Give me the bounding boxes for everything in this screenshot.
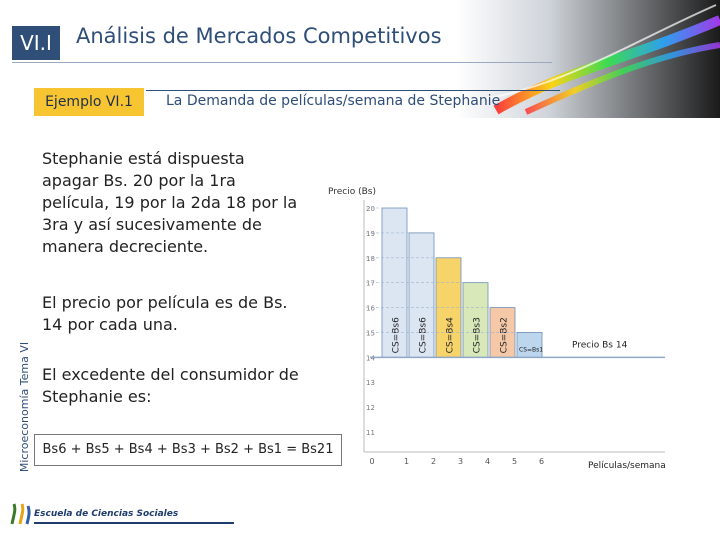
x-tick-label: 5 [511, 457, 518, 466]
y-axis-label: Precio (Bs) [328, 187, 377, 197]
surplus-label: CS=Bs6 [391, 317, 402, 354]
y-tick-label: 17 [366, 279, 375, 288]
x-tick-label: 4 [484, 457, 491, 466]
x-tick-label: 2 [430, 457, 437, 466]
y-tick-label: 13 [366, 379, 375, 388]
side-course-label: Microeconomía Tema VI [18, 341, 31, 473]
y-tick-label: 15 [366, 329, 375, 338]
surplus-label: CS=Bs6 [418, 317, 429, 354]
y-tick-label: 14 [366, 354, 375, 363]
surplus-formula-box: Bs6 + Bs5 + Bs4 + Bs3 + Bs2 + Bs1 = Bs21 [34, 434, 342, 466]
x-tick-label: 0 [369, 457, 375, 466]
surplus-label: CS=Bs2 [499, 317, 510, 354]
x-tick-label: 3 [457, 457, 464, 466]
y-tick-label: 12 [366, 404, 375, 413]
demand-chart [320, 170, 680, 500]
example-divider [146, 90, 560, 91]
y-tick-label: 20 [366, 205, 375, 213]
paragraph-surplus-intro: El excedente del consumidor de Stephanie es: [42, 365, 299, 406]
y-tick-label: 11 [366, 429, 375, 437]
school-logo-icon [8, 502, 32, 528]
x-tick-label: 6 [538, 457, 545, 466]
y-tick-label: 19 [366, 229, 375, 238]
page-title: Análisis de Mercados Competitivos [76, 24, 442, 48]
surplus-bar [517, 332, 542, 357]
x-tick-label: 1 [403, 457, 410, 466]
surplus-label: CS=Bs1 [519, 346, 544, 354]
paragraph-price: El precio por película es de Bs. 14 por cada una. [42, 293, 288, 334]
footer-underline [34, 522, 234, 524]
paragraph-willingness: Stephanie está dispuesta apagar Bs. 20 por la 1ra película, 19 por la 2da 18 por la 3ra y así sucesivamente de manera decreciente. [42, 149, 298, 256]
price-line-label: Precio Bs 14 [572, 340, 628, 351]
y-tick-label: 18 [366, 254, 375, 263]
title-divider [12, 62, 552, 63]
example-badge: Ejemplo VI.1 [34, 88, 144, 116]
school-name: Escuela de Ciencias Sociales [34, 509, 179, 519]
section-badge: VI.I [12, 26, 60, 60]
example-title: La Demanda de películas/semana de Stephanie [166, 93, 501, 109]
surplus-label: CS=Bs3 [472, 317, 483, 354]
x-axis-label: Películas/semana [588, 461, 666, 471]
y-tick-label: 16 [366, 304, 375, 313]
surplus-label: CS=Bs4 [445, 317, 456, 354]
